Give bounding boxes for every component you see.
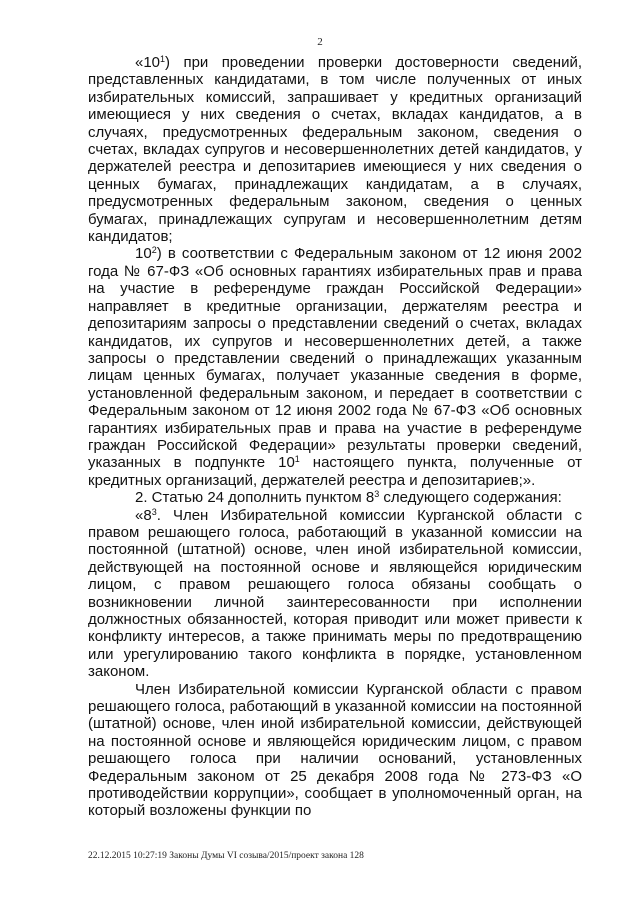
paragraph-10-1 xyxy=(88,54,582,245)
superscript: 1 xyxy=(294,454,300,465)
paragraph-8-3 xyxy=(88,507,582,681)
paragraph-lead: «8 xyxy=(135,506,152,524)
paragraph-text-continued: настоящего пункта, полученные от кредитных организаций, держателей реестра и депозитариев;». xyxy=(88,454,582,489)
footer-timestamp: 22.12.2015 10:27:19 Законы Думы VI созыва/2015/проект закона 128 xyxy=(88,851,364,861)
paragraph-text: . Член Избирательной комиссии Курганской области с правом решающего голоса, работающий в указанной комиссии на постоянной (штатной) основе, член иной избирательной комиссии, действующей на постоянной основе и являющейся юридическим лицом, с правом решающего голоса обязаны сообщать о возникновении личной заинтересованности при исполнении должностных обязанностей, которая приводит или может привести к конфликту интересов, а также принимать меры по предотвращению или урегулированию такого конфликта в порядке, установленном законом. xyxy=(88,506,582,681)
paragraph-text: ) в соответствии с Федеральным законом от 12 июня 2002 года № 67-ФЗ «Об основных гарантиях избирательных прав и права на участие в референдуме граждан Российской Федерации» направляет в кредитные организации, держателям реестра и депозитариям запросы о представлении сведений о счетах, вкладах кандидатов, их супругов и несовершеннолетних детей, а также запросы о представлении сведений о принадлежащих указанным лицам ценных бумагах, получает указанные сведения в форме, установленной федеральным законом, и передает в соответствии с Федеральным законом от 12 июня 2002 года № 67-ФЗ «Об основных гарантиях избирательных прав и права на участие в референдуме граждан Российской Федерации» результаты проверки сведений, указанных в подпункте 10 xyxy=(88,245,582,472)
paragraph-lead: «10 xyxy=(135,54,161,71)
paragraph-lead: 2. Статью 24 дополнить пунктом 8 xyxy=(135,489,375,507)
paragraph-10-2 xyxy=(88,245,582,489)
paragraph-text: следующего содержания: xyxy=(379,489,562,507)
superscript: 3 xyxy=(374,489,380,500)
paragraph-lead: 10 xyxy=(135,245,152,263)
paragraph-commission-member xyxy=(88,681,582,820)
superscript: 2 xyxy=(151,245,157,256)
paragraph-text: Член Избирательной комиссии Курганской области с правом решающего голоса, работающий в указанной комиссии на постоянной (штатной) основе, член иной избирательной комиссии, действующей на постоянной основе и являющейся юридическим лицом, с правом решающего голоса при наличии оснований, установленных Федеральным законом от 25 декабря 2008 года № 273-ФЗ «О противодействии коррупции», сообщает в уполномоченный орган, на который возложены функции по xyxy=(88,680,582,820)
paragraph-article-24 xyxy=(88,489,582,506)
document-body xyxy=(88,54,582,820)
superscript: 3 xyxy=(151,506,157,517)
paragraph-text: ) при проведении проверки достоверности сведений, представленных кандидатами, в том числе полученных от иных избирательных комиссий, запрашивает у кредитных организаций имеющиеся у них сведения о счетах, вкладах кандидатов, а в случаях, предусмотренных федеральным законом, сведения о счетах, вкладах супругов и несовершеннолетних детей кандидатов, у держателей реестра и депозитариев имеющиеся у них сведения о ценных бумагах, принадлежащих кандидатам, а в случаях, предусмотренных федеральным законом, сведения о ценных бумагах, принадлежащих супругам и несовершеннолетним детям кандидатов; xyxy=(88,54,582,246)
page-number: 2 xyxy=(317,36,323,48)
superscript: 1 xyxy=(160,54,166,64)
